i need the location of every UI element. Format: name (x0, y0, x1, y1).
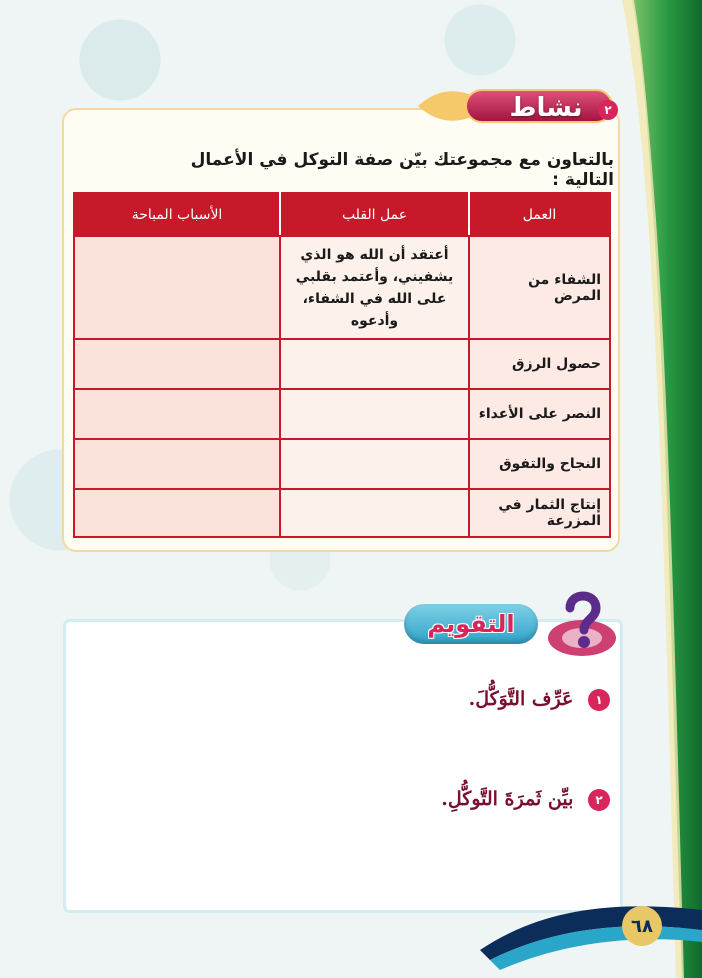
cell-heart-action: أعتقد أن الله هو الذي يشفيني، وأعتمد بقلبي على الله في الشفاء، وأدعوه (280, 236, 469, 339)
activity-instruction: بالتعاون مع مجموعتك بيّن صفة التوكل في الأعمال التالية : (190, 150, 614, 190)
cell-permitted-causes[interactable] (74, 339, 280, 389)
question-mark-icon (536, 582, 620, 666)
cell-heart-action[interactable] (280, 339, 469, 389)
cell-work: إنتاج الثمار في المزرعة (469, 489, 610, 537)
header-permitted-causes: الأسباب المباحة (74, 193, 280, 236)
activity-table (73, 192, 611, 538)
question-item (190, 688, 610, 711)
cell-permitted-causes[interactable] (74, 439, 280, 489)
activity-number: ٢ (598, 100, 618, 120)
header-heart-action: عمل القلب (280, 193, 469, 236)
page-number: ٦٨ (631, 916, 653, 937)
cell-heart-action[interactable] (280, 439, 469, 489)
cell-heart-action[interactable] (280, 489, 469, 537)
evaluation-title: التقويم (427, 610, 515, 638)
table-row (74, 389, 610, 439)
question-text: بيِّن ثَمرَةَ التَّوكُّلِ. (441, 788, 574, 810)
page-ribbon-decoration (480, 890, 702, 978)
cell-work: النجاح والتفوق (469, 439, 610, 489)
table-row (74, 236, 610, 339)
question-text: عَرِّف التَّوَكُّلَ. (468, 688, 574, 710)
cell-work: الشفاء من المرض (469, 236, 610, 339)
header-work: العمل (469, 193, 610, 236)
cell-permitted-causes[interactable] (74, 236, 280, 339)
cell-permitted-causes[interactable] (74, 489, 280, 537)
question-number: ١ (588, 689, 610, 711)
green-edge-decoration (612, 0, 702, 978)
table-row (74, 489, 610, 537)
activity-title: نشاط (509, 93, 583, 123)
cell-work: النصر على الأعداء (469, 389, 610, 439)
question-item (190, 788, 610, 811)
cell-permitted-causes[interactable] (74, 389, 280, 439)
question-number: ٢ (588, 789, 610, 811)
cell-work: حصول الرزق (469, 339, 610, 389)
table-row (74, 339, 610, 389)
cell-heart-action[interactable] (280, 389, 469, 439)
table-row (74, 439, 610, 489)
